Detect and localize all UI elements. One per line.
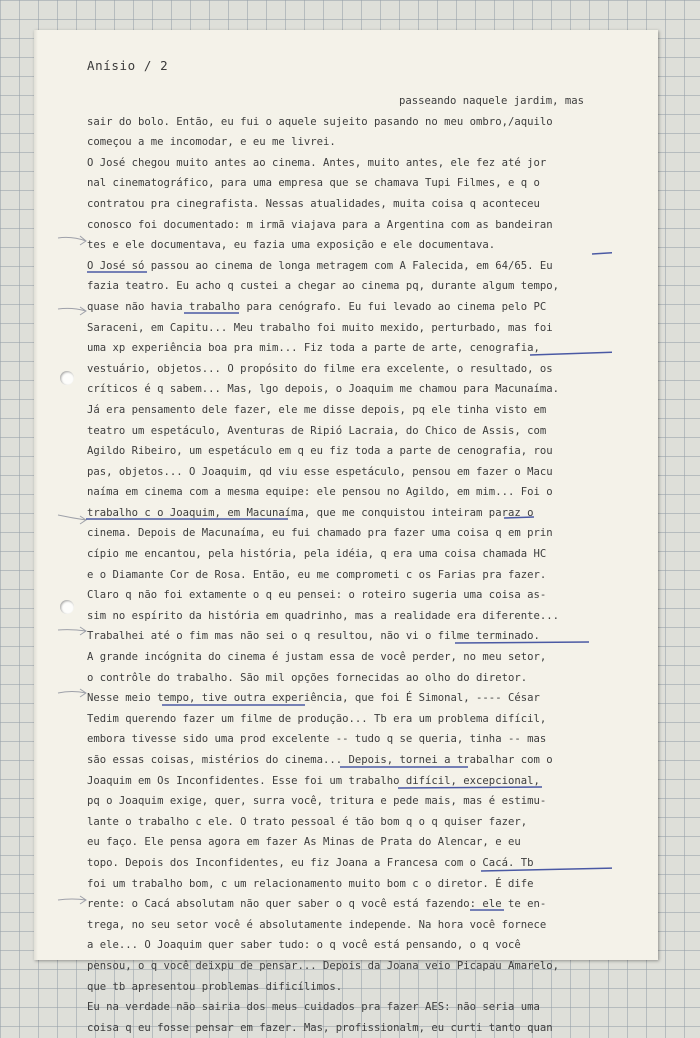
text-line: A grande incógnita do cinema é justam essa de você perder, no meu setor, <box>87 651 547 664</box>
text-line: nal cinematográfico, para uma empresa que se chamava Tupi Filmes, e q o <box>87 177 540 190</box>
text-line: e o Diamante Cor de Rosa. Então, eu me comprometi c os Farias pra fazer. <box>87 568 547 581</box>
text-line: começou a me incomodar, e eu me livrei. <box>87 136 336 149</box>
text-line: coisa q eu fosse pensar em fazer. Mas, profissionalm, eu curti tanto quan <box>87 1021 553 1034</box>
text-line: O José só passou ao cinema de longa metragem com A Falecida, em 64/65. Eu <box>87 259 553 272</box>
text-line: Saraceni, em Capitu... Meu trabalho foi muito mexido, perturbado, mas foi <box>87 321 553 334</box>
text-line: Nesse meio tempo, tive outra experiência, que foi É Simonal, ---- César <box>87 692 540 705</box>
text-line: críticos é q sabem... Mas, lgo depois, o Joaquim me chamou para Macunaíma. <box>87 383 559 396</box>
text-line: pas, objetos... O Joaquim, qd viu esse espetáculo, pensou em fazer o Macu <box>87 465 553 478</box>
text-line: são essas coisas, mistérios do cinema... Depois, tornei a trabalhar com o <box>87 754 553 766</box>
text-line: sim no espírito da história em quadrinho, mas a realidade era diferente... <box>87 609 559 622</box>
text-line: sair do bolo. Então, eu fui o aquele sujeito pasando no meu ombro,/aquilo <box>87 115 553 128</box>
text-line: trabalho c o Joaquim, em Macunaíma, que me conquistou inteiram paraz o <box>87 506 534 519</box>
text-line: uma xp experiência boa pra mim... Fiz toda a parte de arte, cenografia, <box>87 342 540 355</box>
text-line: quase não havia trabalho para cenógrafo. Eu fui levado ao cinema pelo PC <box>87 300 547 313</box>
text-line: topo. Depois dos Inconfidentes, eu fiz Joana a Francesa com o Cacá. Tb <box>87 856 534 869</box>
page-label: Anísio / 2 <box>87 58 169 73</box>
text-line: trega, no seu setor você é absolutamente independe. Na hora você fornece <box>87 918 547 931</box>
text-line: Tedim querendo fazer um filme de produção... Tb era um problema difícil, <box>87 712 547 725</box>
text-line: Claro q não foi extamente o q eu pensei: o roteiro sugeria uma coisa as- <box>87 589 547 602</box>
text-line: tes e ele documentava, eu fazia uma exposição e ele documentava. <box>87 239 496 252</box>
text-line: Agildo Ribeiro, um espetáculo em q eu fiz toda a parte de cenografia, rou <box>87 445 553 458</box>
text-line: eu faço. Ele pensa agora em fazer As Minas de Prata do Alencar, e eu <box>87 836 521 849</box>
punch-hole <box>60 371 74 385</box>
text-line: cípio me encantou, pela história, pela idéia, q era uma coisa chamada HC <box>87 548 547 561</box>
text-line: fazia teatro. Eu acho q custei a chegar ao cinema pq, durante algum tempo, <box>87 280 559 293</box>
text-line: naíma em cinema com a mesma equipe: ele pensou no Agildo, em mim... Foi o <box>87 486 553 499</box>
text-line: o contrôle do trabalho. São mil opções fornecidas ao olho do diretor. <box>87 671 528 684</box>
text-line: foi um trabalho bom, c um relacionamento muito bom c o diretor. É dife <box>87 877 534 890</box>
margin-arrow-marks <box>58 236 86 904</box>
text-line: que tb apresentou problemas dificílimos. <box>87 980 343 993</box>
text-line: cinema. Depois de Macunaíma, eu fui chamado pra fazer uma coisa q em prin <box>87 527 553 540</box>
text-line: pq o Joaquim exige, quer, surra você, tritura e pede mais, mas é estimu- <box>87 795 547 808</box>
text-line: pensou, o q você deixpu de pensar... Depois da Joana veio Picapau Amarelo, <box>87 959 559 972</box>
text-line: conosco foi documentado: m irmã viajava para a Argentina com as bandeiran <box>87 218 553 231</box>
punch-hole <box>60 600 74 614</box>
text-line: lante o trabalho c ele. O trato pessoal é tão bom q o q quiser fazer, <box>87 815 528 828</box>
text-line: passeando naquele jardim, mas <box>399 95 584 107</box>
text-line: Joaquim em Os Inconfidentes. Esse foi um trabalho difícil, excepcional, <box>87 774 540 787</box>
text-line: embora tivesse sido uma prod excelente -- tudo q se queria, tinha -- mas <box>87 733 547 746</box>
typed-text-body <box>87 91 647 1038</box>
text-line: Eu na verdade não sairia dos meus cuidados pra fazer AES: não seria uma <box>87 1001 540 1014</box>
text-line: Trabalhei até o fim mas não sei o q resultou, não vi o filme terminado. <box>87 630 540 643</box>
typed-page <box>34 30 658 1034</box>
text-line: rente: o Cacá absolutam não quer saber o q você está fazendo: ele te en- <box>87 898 547 911</box>
text-line: a ele... O Joaquim quer saber tudo: o q você está pensando, o q você <box>87 939 521 952</box>
text-line: O José chegou muito antes ao cinema. Antes, muito antes, ele fez até jor <box>87 156 547 169</box>
text-line: teatro um espetáculo, Aventuras de Ripió Lacraia, do Chico de Assis, com <box>87 424 547 437</box>
text-line: contratou pra cinegrafista. Nessas atualidades, muita coisa q aconteceu <box>87 197 540 210</box>
text-line: Já era pensamento dele fazer, ele me disse depois, pq ele tinha visto em <box>87 403 547 416</box>
text-line: vestuário, objetos... O propósito do filme era excelente, o resultado, os <box>87 362 553 375</box>
